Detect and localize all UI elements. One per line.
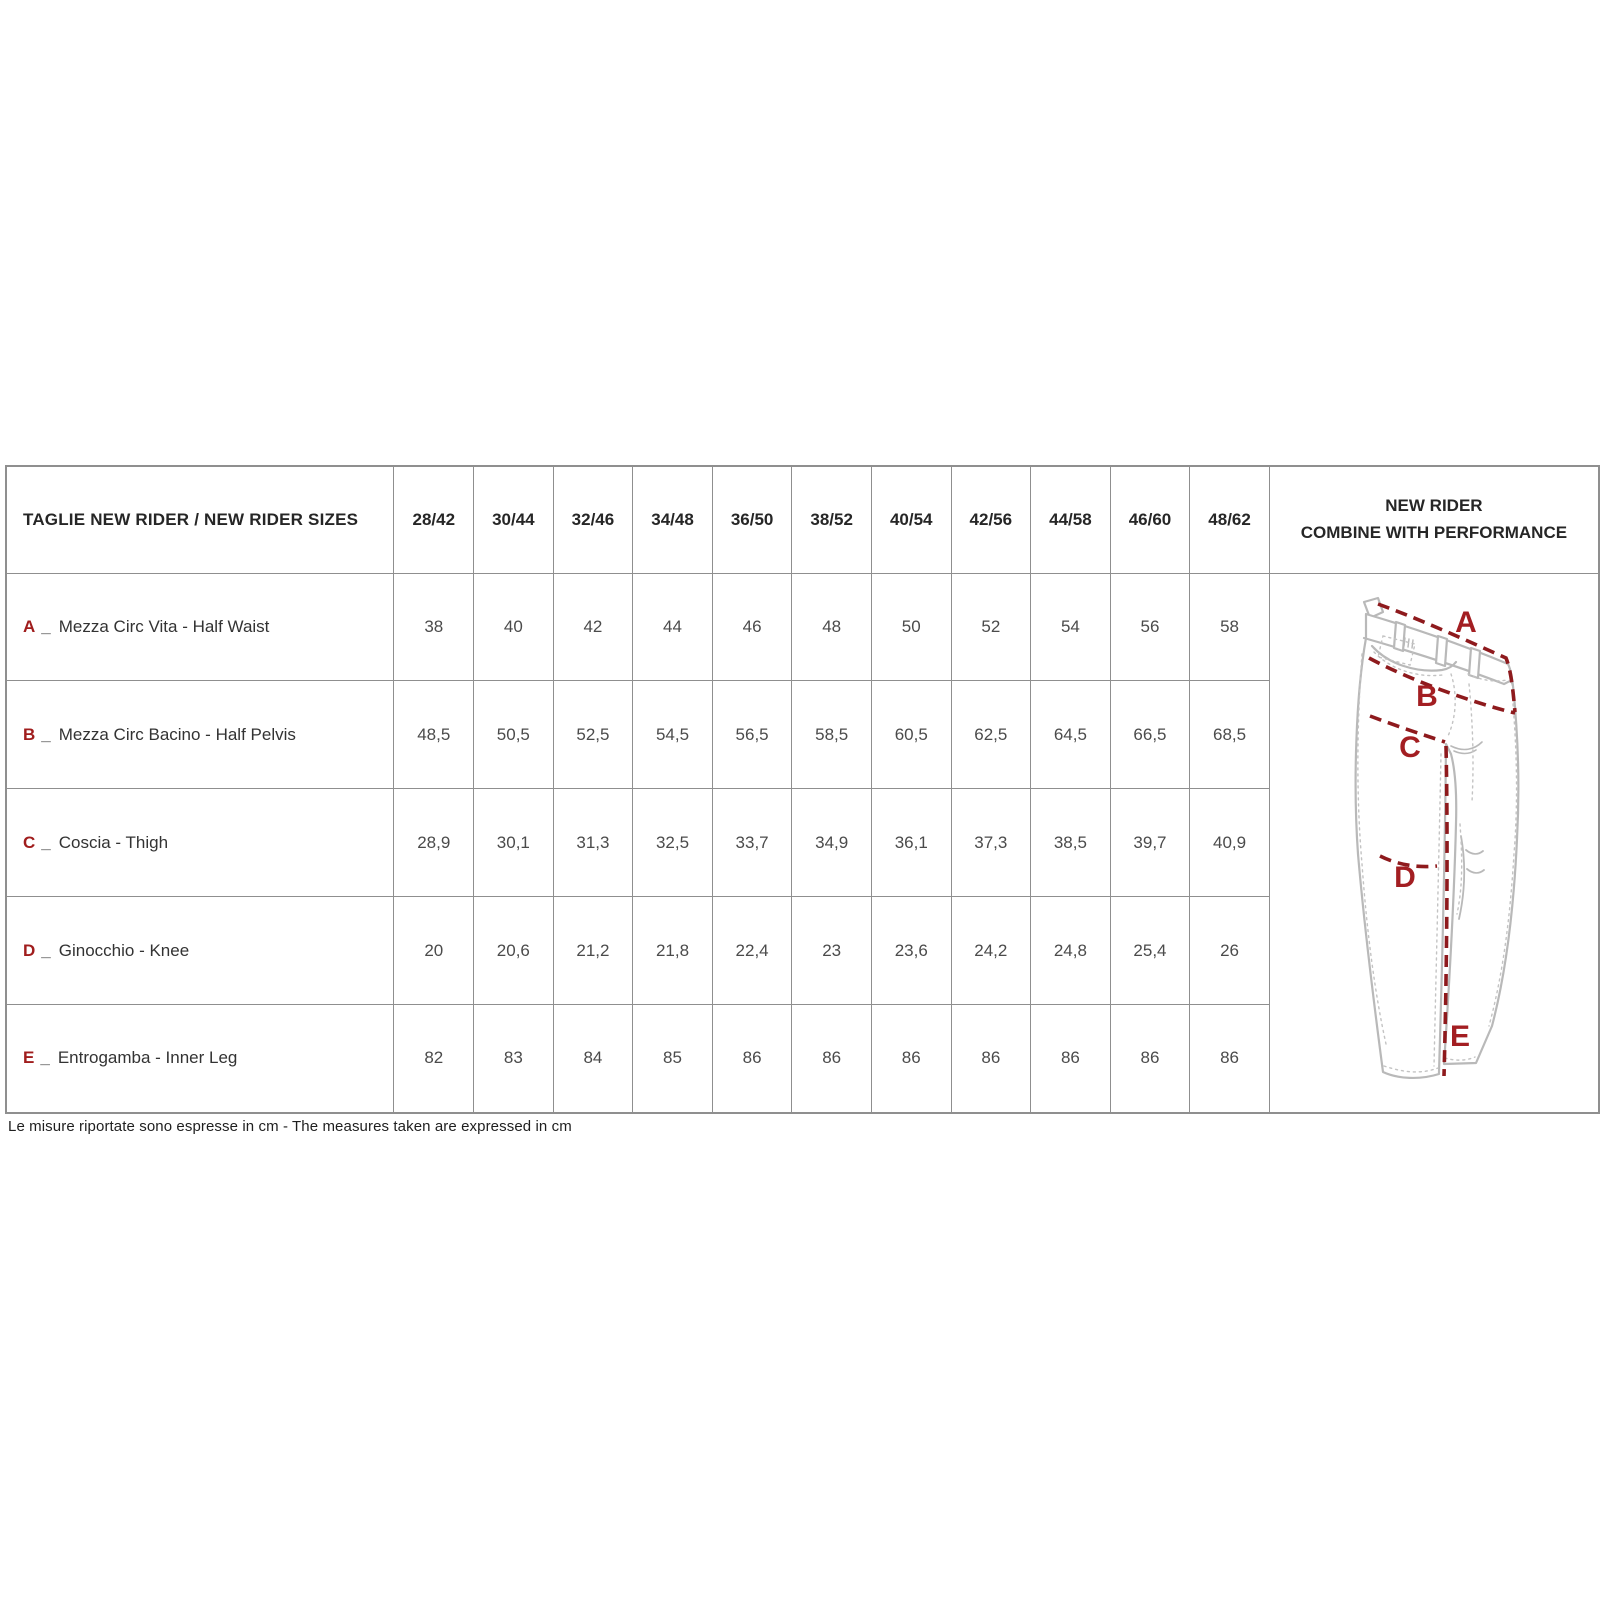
diagram-label-d: D: [1394, 860, 1416, 894]
value-cell: 28,9: [394, 789, 474, 897]
value-cell: 86: [871, 1005, 951, 1113]
value-cell: 23,6: [871, 897, 951, 1005]
row-name: Entrogamba - Inner Leg: [57, 1048, 238, 1068]
row-letter: A: [23, 616, 36, 636]
size-col-header: 28/42: [394, 466, 474, 573]
value-cell: 60,5: [871, 681, 951, 789]
row-separator: _: [41, 940, 51, 960]
value-cell: 58: [1190, 573, 1270, 681]
value-cell: 33,7: [712, 789, 792, 897]
row-label: [6, 1005, 394, 1113]
value-cell: 21,2: [553, 897, 633, 1005]
value-cell: 56,5: [712, 681, 792, 789]
value-cell: 25,4: [1110, 897, 1190, 1005]
value-cell: 56: [1110, 573, 1190, 681]
value-cell: 38,5: [1031, 789, 1111, 897]
row-letter: C: [23, 832, 36, 852]
size-col-header: 32/46: [553, 466, 633, 573]
value-cell: 66,5: [1110, 681, 1190, 789]
diagram-label-c: C: [1399, 730, 1421, 764]
value-cell: 52: [951, 573, 1031, 681]
size-col-header: 48/62: [1190, 466, 1270, 573]
value-cell: 82: [394, 1005, 474, 1113]
value-cell: 64,5: [1031, 681, 1111, 789]
size-col-header: 42/56: [951, 466, 1031, 573]
value-cell: 58,5: [792, 681, 872, 789]
combine-line1: NEW RIDER: [1385, 496, 1483, 516]
row-label: [6, 897, 394, 1005]
header-row: [6, 466, 1599, 573]
row-separator: _: [40, 1048, 50, 1068]
value-cell: 26: [1190, 897, 1270, 1005]
row-label: [6, 681, 394, 789]
value-cell: 20: [394, 897, 474, 1005]
value-cell: 22,4: [712, 897, 792, 1005]
size-chart-table: [5, 465, 1600, 1114]
size-col-header: 46/60: [1110, 466, 1190, 573]
belt-loop: [1394, 622, 1405, 651]
value-cell: 86: [792, 1005, 872, 1113]
combine-header-cell: [1269, 466, 1599, 573]
row-letter: B: [23, 724, 36, 744]
value-cell: 54,5: [633, 681, 713, 789]
row-name: Mezza Circ Vita - Half Waist: [58, 616, 270, 636]
value-cell: 40: [474, 573, 554, 681]
row-separator: _: [41, 724, 51, 744]
belt-loop: [1436, 636, 1447, 666]
row-letter: D: [23, 940, 36, 960]
footnote: Le misure riportate sono espresse in cm - The measures taken are expressed in cm: [8, 1118, 572, 1135]
value-cell: 54: [1031, 573, 1111, 681]
value-cell: 46: [712, 573, 792, 681]
size-col-header: 34/48: [633, 466, 713, 573]
diagram-label-b: B: [1416, 679, 1438, 713]
row-half-waist: [6, 573, 1599, 681]
row-label: [6, 789, 394, 897]
row-separator: _: [41, 616, 51, 636]
value-cell: 23: [792, 897, 872, 1005]
value-cell: 39,7: [1110, 789, 1190, 897]
table-title-cell: TAGLIE NEW RIDER / NEW RIDER SIZES: [6, 466, 394, 573]
row-name: Mezza Circ Bacino - Half Pelvis: [58, 724, 296, 744]
value-cell: 30,1: [474, 789, 554, 897]
row-separator: _: [41, 832, 51, 852]
value-cell: 86: [1110, 1005, 1190, 1113]
diagram-label-a: A: [1455, 605, 1477, 639]
value-cell: 50: [871, 573, 951, 681]
value-cell: 85: [633, 1005, 713, 1113]
value-cell: 38: [394, 573, 474, 681]
combine-line2: COMBINE WITH PERFORMANCE: [1300, 522, 1568, 542]
value-cell: 50,5: [474, 681, 554, 789]
value-cell: 42: [553, 573, 633, 681]
value-cell: 32,5: [633, 789, 713, 897]
size-col-header: 30/44: [474, 466, 554, 573]
value-cell: 48: [792, 573, 872, 681]
size-col-header: 44/58: [1031, 466, 1111, 573]
value-cell: 86: [1031, 1005, 1111, 1113]
value-cell: 40,9: [1190, 789, 1270, 897]
row-label: [6, 573, 394, 681]
value-cell: 86: [712, 1005, 792, 1113]
value-cell: 86: [951, 1005, 1031, 1113]
value-cell: 84: [553, 1005, 633, 1113]
row-letter: E: [23, 1048, 35, 1068]
value-cell: 62,5: [951, 681, 1031, 789]
value-cell: 48,5: [394, 681, 474, 789]
row-name: Coscia - Thigh: [58, 832, 169, 852]
pants-diagram-cell: [1269, 573, 1599, 1113]
value-cell: 44: [633, 573, 713, 681]
value-cell: 20,6: [474, 897, 554, 1005]
value-cell: 86: [1190, 1005, 1270, 1113]
belt-loop: [1469, 648, 1480, 678]
diagram-label-e: E: [1449, 1019, 1470, 1053]
size-col-header: 40/54: [871, 466, 951, 573]
pants-diagram: [1270, 574, 1598, 1112]
value-cell: 36,1: [871, 789, 951, 897]
value-cell: 34,9: [792, 789, 872, 897]
value-cell: 31,3: [553, 789, 633, 897]
value-cell: 37,3: [951, 789, 1031, 897]
row-name: Ginocchio - Knee: [58, 940, 190, 960]
size-col-header: 38/52: [792, 466, 872, 573]
value-cell: 52,5: [553, 681, 633, 789]
value-cell: 24,8: [1031, 897, 1111, 1005]
value-cell: 68,5: [1190, 681, 1270, 789]
value-cell: 83: [474, 1005, 554, 1113]
value-cell: 21,8: [633, 897, 713, 1005]
value-cell: 24,2: [951, 897, 1031, 1005]
size-col-header: 36/50: [712, 466, 792, 573]
